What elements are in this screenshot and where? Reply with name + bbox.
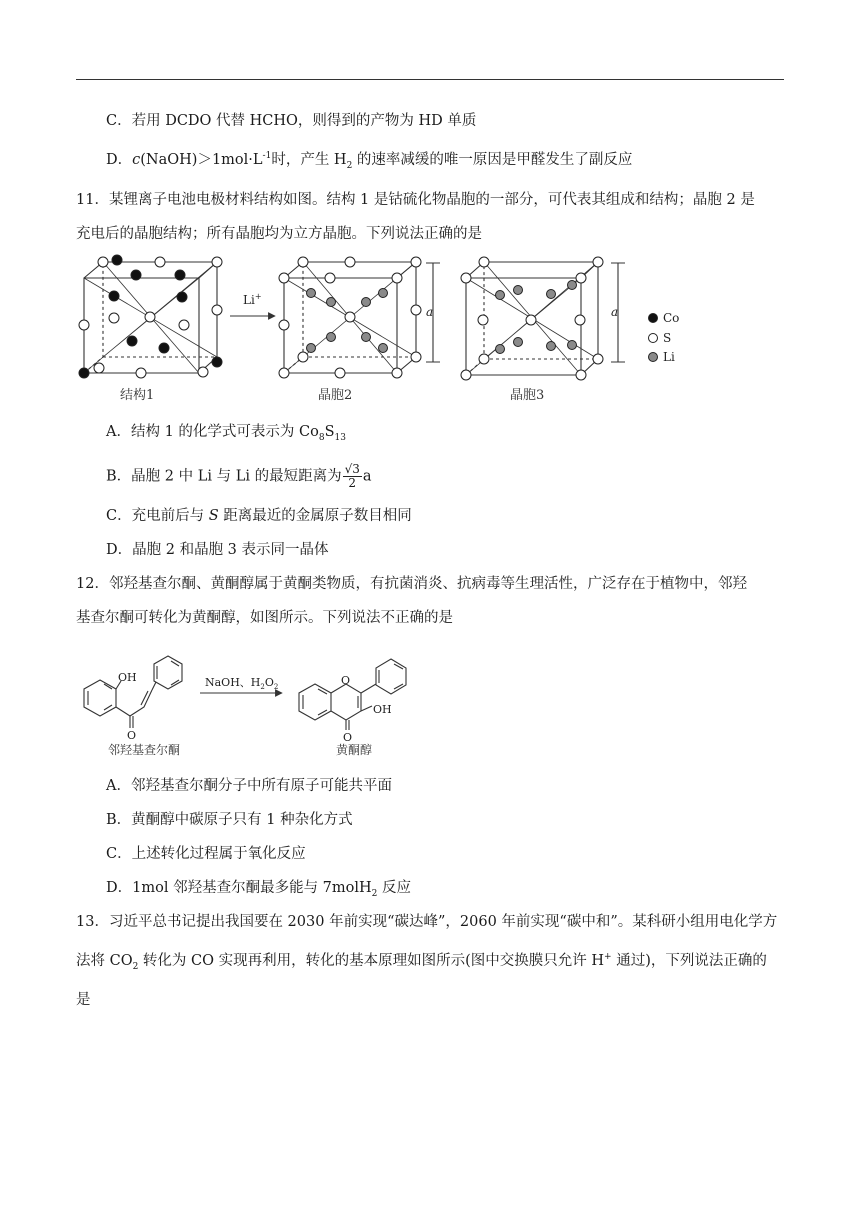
q11-option-a-s-sub: 13 (334, 432, 346, 443)
q11-option-a (106, 422, 346, 442)
header-rule (76, 79, 784, 80)
flavonol-oh-label: OH (373, 703, 392, 716)
q13-stem-line2-sup: + (604, 952, 612, 963)
flavonol-caption: 黄酮醇 (336, 743, 373, 757)
q11-option-c (106, 506, 412, 526)
q13-stem-line2-sub: 2 (132, 961, 139, 972)
q13-stem-line1: 13．习近平总书记提出我国要在 2030 年前实现“碳达峰”，2060 年前实现“碳中和”。某科研小组用电化学方 (76, 914, 778, 930)
chalcone-c1 (116, 707, 130, 716)
legend-s-label: S (663, 331, 672, 345)
crystal-structure-figure (70, 252, 710, 407)
chalcone-carbonyl (130, 716, 133, 728)
reagent-label: NaOH、$H_2O_2$ (205, 676, 279, 691)
flavonol-ring-c (331, 684, 361, 720)
flavonol-ring-a (299, 684, 331, 720)
q11-option-a-prefix: A．结构 1 的化学式可表示为 (106, 424, 300, 440)
q11-option-c-prefix: C．充电前后与 (106, 508, 209, 524)
q13-stem-line3: 是 (76, 992, 91, 1008)
q12-option-c: C．上述转化过程属于氧化反应 (106, 846, 306, 862)
q11-stem-line2: 充电后的晶胞结构；所有晶胞均为立方晶胞。下列说法正确的是 (76, 226, 482, 242)
q11-option-d: D．晶胞 2 和晶胞 3 表示同一晶体 (106, 542, 329, 558)
q12-stem-line1: 12．邻羟基查尔酮、黄酮醇属于黄酮类物质，有抗菌消炎、抗病毒等生理活性，广泛存在于植物中，邻羟 (76, 576, 747, 592)
legend (649, 311, 680, 364)
q12-option-d-sub: 2 (371, 888, 378, 899)
q13-stem-line2-b: 转化为 CO 实现再利用，转化的基本原理如图所示(图中交换膜只允许 H (138, 953, 605, 969)
q12-option-b: B．黄酮醇中碳原子只有 1 种杂化方式 (106, 812, 353, 828)
q12-option-d (106, 878, 411, 898)
cell3-atoms (461, 257, 603, 380)
q13-stem-line2 (76, 951, 767, 971)
fraction-denominator: 2 (348, 476, 357, 490)
chalcone-ring-b (154, 656, 182, 689)
chalcone-oh-label: OH (118, 671, 137, 684)
caption-cell3: 晶胞3 (510, 388, 545, 403)
q12-option-a: A．邻羟基查尔酮分子中所有原子可能共平面 (106, 778, 392, 794)
q10-option-d-prefix: D． (106, 152, 133, 168)
arrow-label: Li+ (243, 292, 262, 307)
q11-option-a-co: Co (299, 424, 319, 440)
q11-option-b (106, 463, 372, 490)
q12-stem-line2: 基查尔酮可转化为黄酮醇，如图所示。下列说法不正确的是 (76, 610, 453, 626)
flavonol-ring-b (376, 659, 406, 694)
legend-li-symbol (649, 353, 658, 362)
chalcone-ring-a (84, 680, 116, 716)
q10-option-d-conc: ＞1mol·L (197, 152, 263, 168)
legend-co-label: Co (663, 311, 680, 325)
reaction-figure (75, 650, 425, 762)
q11-option-b-prefix: B．晶胞 2 中 Li 与 Li 的最短距离为 (106, 468, 342, 485)
q10-option-d-rest: 的速率减缓的唯一原因是甲醛发生了副反应 (352, 152, 633, 168)
fraction-numerator: √3 (344, 462, 360, 476)
q11-option-c-rest: 距离最近的金属原子数目相同 (218, 508, 412, 524)
q11-option-a-s: S (324, 424, 335, 440)
flavonol-o-label: O (343, 731, 353, 744)
legend-co-symbol (649, 314, 658, 323)
q12-option-d-rest: 反应 (377, 880, 412, 896)
q11-option-b-fraction (343, 463, 362, 490)
q10-option-d-naoh: (NaOH) (140, 152, 198, 168)
q11-option-a-co-sub: 8 (318, 432, 325, 443)
cell3-edge-label: a (611, 305, 619, 319)
q11-option-b-suffix: a (362, 468, 372, 485)
chalcone-caption: 邻羟基查尔酮 (108, 743, 181, 757)
flavonol-ring-o-label: O (341, 674, 351, 687)
legend-s-symbol (649, 334, 658, 343)
flavonol-carbonyl (346, 720, 349, 730)
caption-structure1: 结构1 (120, 388, 155, 403)
cell2-edge-label: a (426, 305, 434, 319)
q10-option-d-c: c (132, 152, 141, 168)
q11-stem-line1: 11．某锂离子电池电极材料结构如图。结构 1 是钴硫化物晶胞的一部分，可代表其组成和结构；晶胞 2 是 (76, 192, 755, 208)
q13-stem-line2-a: 法将 CO (76, 953, 133, 969)
flavonol-oh-bond (361, 706, 372, 711)
legend-li-label: Li (663, 350, 675, 364)
chalcone-o-label: O (127, 729, 137, 742)
caption-cell2: 晶胞2 (318, 388, 353, 403)
q10-option-c: C．若用 DCDO 代替 HCHO，则得到的产物为 HD 单质 (106, 113, 477, 129)
q10-option-d-sub: 2 (346, 160, 353, 171)
q10-option-d-mid: 时，产生 H (271, 152, 347, 168)
q10-option-d (106, 150, 632, 170)
q12-option-d-prefix: D．1mol 邻羟基查尔酮最多能与 7molH (106, 880, 372, 896)
cell2-atoms (279, 257, 421, 378)
q10-option-d-exp: -1 (262, 151, 272, 162)
q11-option-c-s: S (208, 508, 219, 524)
q13-stem-line2-c: 通过)，下列说法正确的 (611, 953, 767, 969)
